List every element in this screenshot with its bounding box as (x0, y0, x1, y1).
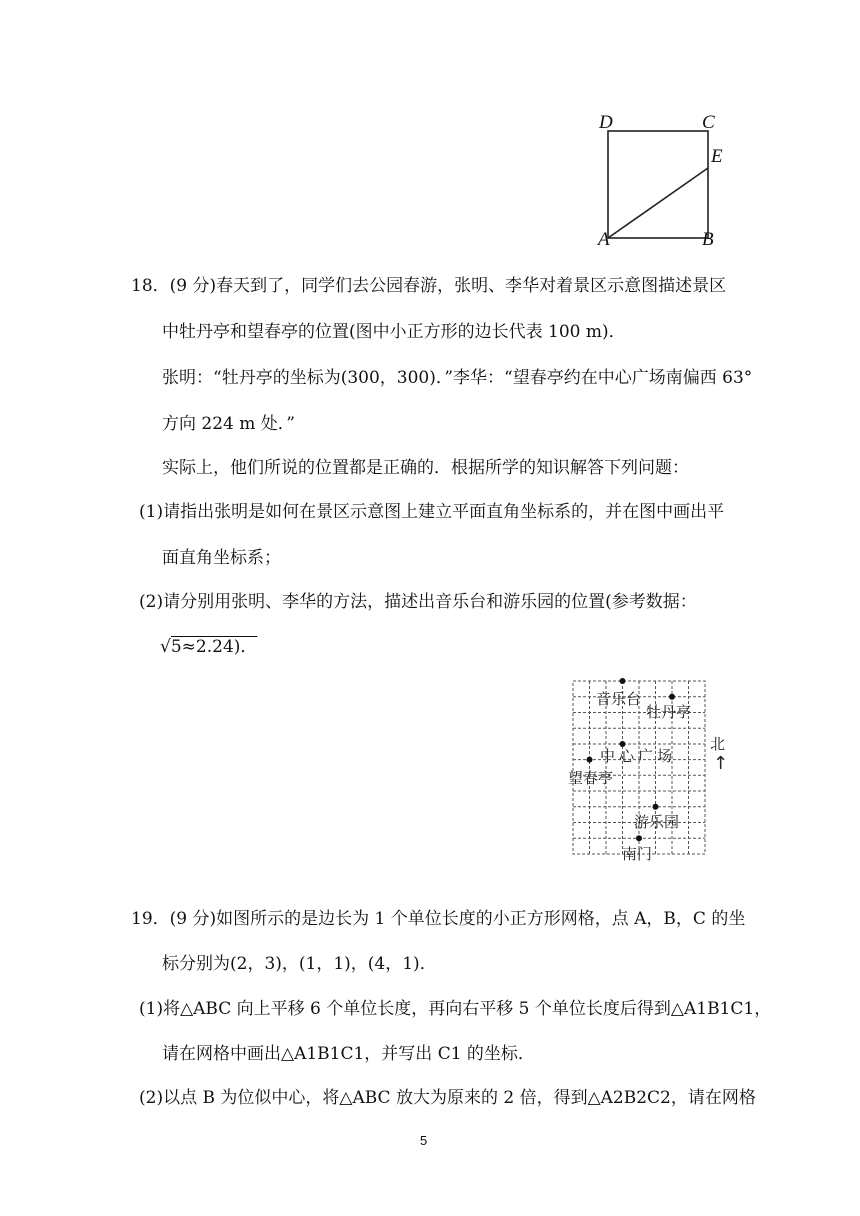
map-label-south-gate: 南门 (622, 845, 653, 863)
map-label-music-stage: 音乐台 (596, 690, 642, 708)
north-arrow-icon: ↑ (713, 753, 729, 774)
map-label-peony-pavilion: 牡丹亭 (646, 703, 692, 721)
map-label-amusement-park: 游乐园 (634, 813, 680, 831)
q18-line-5: 实际上，他们所说的位置都是正确的．根据所学的知识解答下列问题： (162, 458, 689, 478)
sqrt-sign: √ (160, 637, 171, 657)
q19-line-2: 标分别为(2，3)，(1，1)，(4，1)． (162, 954, 437, 974)
q18-line-8: (2)请分别用张明、李华的方法，描述出音乐台和游乐园的位置(参考数据： (139, 592, 697, 612)
page-number: 5 (420, 1133, 428, 1148)
label-B: B (702, 229, 714, 250)
label-A: A (598, 229, 610, 250)
q18-line-4: 方向 224 m 处．” (162, 414, 295, 434)
label-C: C (702, 112, 715, 133)
north-label: 北 (710, 735, 726, 753)
q18-line-9-text: 5≈2.24)． (170, 637, 258, 657)
q18-line-1: 18．(9 分)春天到了，同学们去公园春游，张明、李华对着景区示意图描述景区 (131, 276, 727, 296)
label-E: E (711, 146, 723, 167)
map-label-center-square: 中心广场 (600, 747, 677, 765)
q18-line-2: 中牡丹亭和望春亭的位置(图中小正方形的边长代表 100 m)． (162, 322, 626, 342)
q19-line-3: (1)将△ABC 向上平移 6 个单位长度，再向右平移 5 个单位长度后得到△A1B1C1， (139, 999, 772, 1019)
q18-line-3: 张明：“牡丹亭的坐标为(300，300)．”李华：“望春亭约在中心广场南偏西 63° (162, 368, 753, 388)
q19-line-4: 请在网格中画出△A1B1C1，并写出 C1 的坐标． (162, 1044, 535, 1064)
q18-line-7: 面直角坐标系； (162, 548, 281, 568)
q18-line-6: (1)请指出张明是如何在景区示意图上建立平面直角坐标系的，并在图中画出平 (139, 502, 725, 522)
q18-line-9 (160, 635, 257, 659)
label-D: D (599, 112, 613, 133)
q19-line-1: 19．(9 分)如图所示的是边长为 1 个单位长度的小正方形网格，点 A，B，C 的坐 (131, 909, 746, 929)
q19-line-5: (2)以点 B 为位似中心，将△ABC 放大为原来的 2 倍，得到△A2B2C2，请在网格 (139, 1088, 756, 1108)
map-label-wangchun-pavilion: 望春亭 (568, 769, 614, 787)
